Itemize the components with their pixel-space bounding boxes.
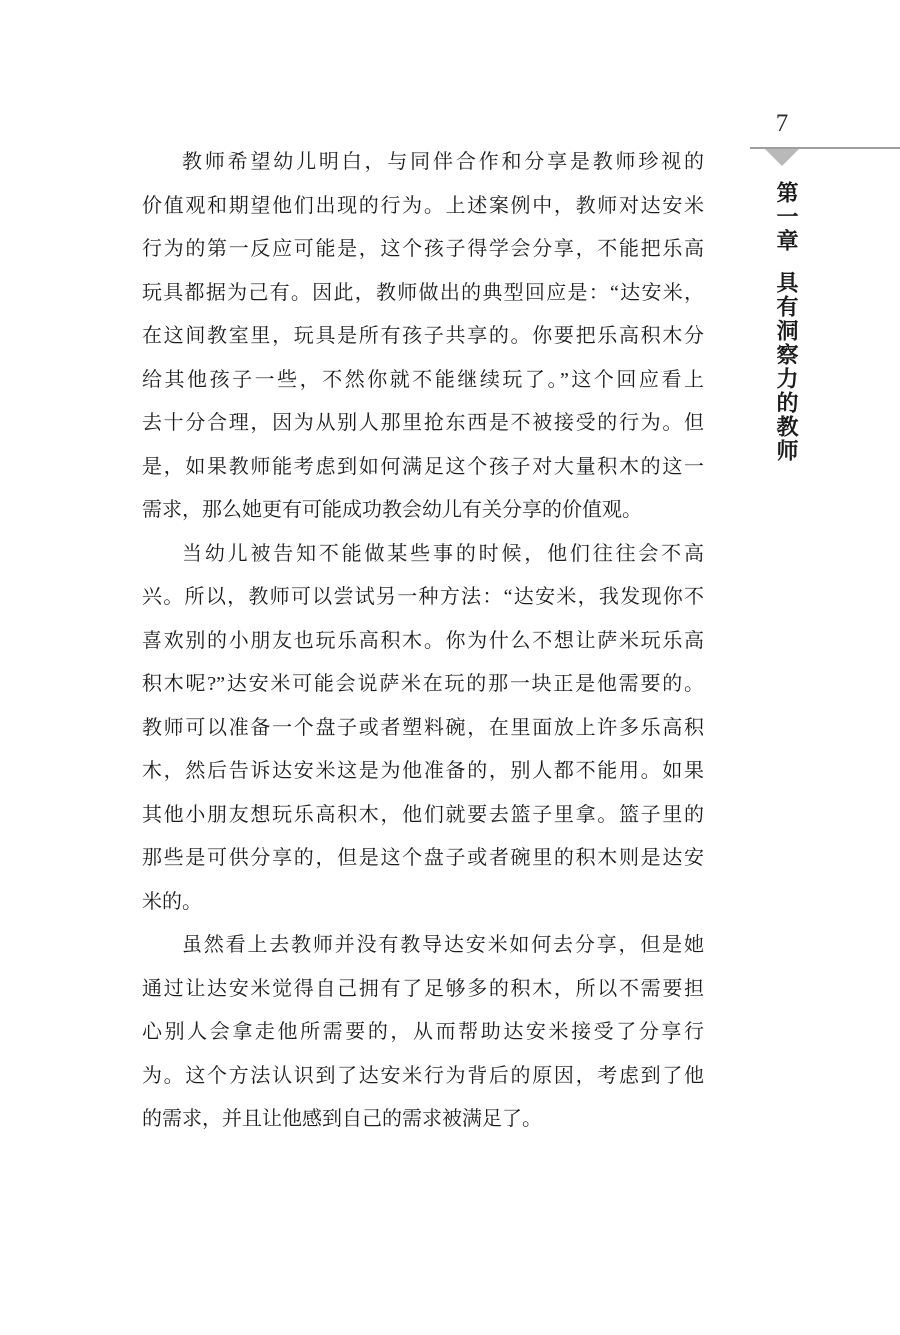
chapter-number-vertical: 第一章 [774,181,799,253]
text-line: 通过让达安米觉得自己拥有了足够多的积木，所以不需要担 [142,977,704,1000]
text-line: 给其他孩子一些，不然你就不能继续玩了。”这个回应看上 [142,368,704,391]
paragraph [142,924,704,1142]
text-line: 为。这个方法认识到了达安米行为背后的原因，考虑到了他 [142,1064,704,1087]
text-line: 喜欢别的小朋友也玩乐高积木。你为什么不想让萨米玩乐高 [142,629,704,652]
text-line: 当幼儿被告知不能做某些事的时候，他们往往会不高 [182,542,704,565]
text-line: 是，如果教师能考虑到如何满足这个孩子对大量积木的这一 [142,455,704,478]
text-line: 在这间教室里，玩具是所有孩子共享的。你要把乐高积木分 [142,325,704,347]
text-line: 兴。所以，教师可以尝试另一种方法：“达安米，我发现你不 [142,586,704,608]
text-line: 价值观和期望他们出现的行为。上述案例中，教师对达安米 [142,194,704,217]
body-text [142,141,704,1142]
text-line: 积木呢?”达安米可能会说萨米在玩的那一块正是他需要的。 [142,673,704,695]
text-line: 去十分合理，因为从别人那里抢东西是不被接受的行为。但 [142,412,704,434]
text-line: 心别人会拿走他所需要的，从而帮助达安米接受了分享行 [142,1021,704,1043]
triangle-marker-icon [765,149,799,166]
text-line: 米的。 [142,890,202,913]
text-line: 教师希望幼儿明白，与同伴合作和分享是教师珍视的 [182,151,704,173]
text-line: 行为的第一反应可能是，这个孩子得学会分享，不能把乐高 [142,238,704,260]
text-line: 玩具都据为己有。因此，教师做出的典型回应是：“达安米， [142,281,704,304]
text-line: 的需求，并且让他感到自己的需求被满足了。 [142,1108,542,1130]
text-line: 需求，那么她更有可能成功教会幼儿有关分享的价值观。 [142,499,642,521]
text-line: 木，然后告诉达安米这是为他准备的，别人都不能用。如果 [142,760,704,782]
paragraph [142,141,704,533]
paragraph [142,533,704,925]
text-line: 虽然看上去教师并没有教导达安米如何去分享，但是她 [182,934,704,956]
page-number: 7 [775,110,789,137]
text-line: 那些是可供分享的，但是这个盘子或者碗里的积木则是达安 [142,847,704,869]
text-line: 教师可以准备一个盘子或者塑料碗，在里面放上许多乐高积 [142,716,704,739]
text-line: 其他小朋友想玩乐高积木，他们就要去篮子里拿。篮子里的 [142,803,704,826]
chapter-title-vertical: 具有洞察力的教师 [774,271,799,463]
